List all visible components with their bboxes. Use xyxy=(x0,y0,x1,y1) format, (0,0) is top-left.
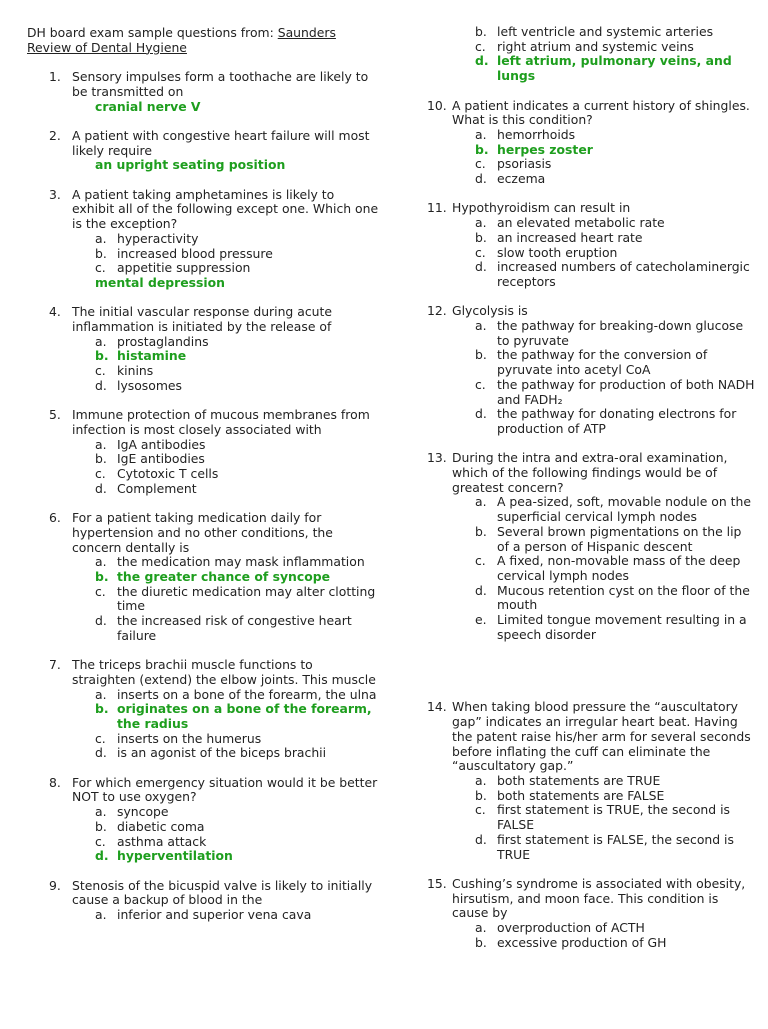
option-letter: c. xyxy=(95,583,106,599)
document-header xyxy=(27,26,379,55)
answer-text-correct: mental depression xyxy=(95,274,225,290)
option-text: Complement xyxy=(117,480,197,496)
option-letter: b. xyxy=(475,523,487,539)
question-14 xyxy=(427,700,755,862)
cutoff-line-right xyxy=(497,1014,501,1029)
option-text: the diuretic medication may alter clotting time xyxy=(117,583,376,614)
option-text: A pea-sized, soft, movable nodule on the superficial cervical lymph nodes xyxy=(497,494,751,525)
question-12 xyxy=(427,304,755,436)
option-letter: d. xyxy=(475,831,487,847)
option-letter: d. xyxy=(475,171,487,187)
option-text: asthma attack xyxy=(117,833,207,849)
option-letter: a. xyxy=(475,126,487,142)
option-letter: a. xyxy=(475,494,487,510)
answer-options xyxy=(72,688,379,762)
option-text: right atrium and systemic veins xyxy=(497,38,694,54)
option-letter: a. xyxy=(95,686,107,702)
question-11 xyxy=(427,201,755,289)
option-letter: d. xyxy=(95,848,109,864)
answer-option xyxy=(452,495,755,524)
question-number: 15. xyxy=(427,875,447,891)
question-text: Hypothyroidism can result in xyxy=(452,200,631,216)
answer-option xyxy=(452,613,755,642)
option-text: excessive production of GH xyxy=(497,934,667,950)
answer-option xyxy=(72,732,379,747)
answer-option xyxy=(452,554,755,583)
question-9 xyxy=(27,879,379,923)
question-number: 14. xyxy=(427,699,447,715)
option-text: appetitie suppression xyxy=(117,260,251,276)
answer-option xyxy=(452,25,755,40)
question-text: A patient taking amphetamines is likely to exhibit all of the following except one. Which one is the exception? xyxy=(72,186,379,232)
option-letter: b. xyxy=(95,818,107,834)
option-letter: e. xyxy=(475,612,487,628)
option-letter: d. xyxy=(475,53,489,69)
option-text: is an agonist of the biceps brachii xyxy=(117,745,327,761)
option-text: kinins xyxy=(117,363,154,379)
answer-option-correct xyxy=(452,143,755,158)
option-letter: d. xyxy=(95,745,107,761)
question-number: 2. xyxy=(49,127,61,143)
answer-option xyxy=(72,835,379,850)
answer-options xyxy=(72,908,379,923)
option-text: left atrium, pulmonary veins, and lungs xyxy=(497,53,732,84)
option-letter: b. xyxy=(475,787,487,803)
option-text: the increased risk of congestive heart failure xyxy=(117,613,352,643)
option-letter: c. xyxy=(95,730,106,746)
answer-options xyxy=(72,232,379,276)
question-number: 11. xyxy=(427,200,447,216)
answer-option-correct xyxy=(72,570,379,585)
answer-option xyxy=(72,232,379,247)
answer-option xyxy=(452,774,755,789)
answer-option xyxy=(72,364,379,379)
answer-option xyxy=(72,379,379,394)
option-text: psoriasis xyxy=(497,156,552,172)
answer-option xyxy=(72,452,379,467)
option-letter: c. xyxy=(475,553,486,569)
answer-option xyxy=(72,335,379,350)
answer-text-correct: an upright seating position xyxy=(95,157,286,173)
option-text: both statements are TRUE xyxy=(497,772,661,788)
question-number: 10. xyxy=(427,97,447,113)
question-number: 8. xyxy=(49,774,61,790)
option-text: an elevated metabolic rate xyxy=(497,215,665,231)
option-text: the pathway for production of both NADH and FADH₂ xyxy=(497,376,755,407)
answer-option xyxy=(452,246,755,261)
answer-option xyxy=(72,555,379,570)
option-letter: a. xyxy=(95,230,107,246)
question-6 xyxy=(27,511,379,643)
option-text: Limited tongue movement resulting in a speech disorder xyxy=(497,612,747,642)
option-letter: c. xyxy=(475,802,486,818)
option-text: the pathway for the conversion of pyruvate into acetyl CoA xyxy=(497,347,708,378)
option-letter: c. xyxy=(475,156,486,172)
option-letter: a. xyxy=(95,804,107,820)
header-prefix: DH board exam sample questions from: xyxy=(27,25,278,40)
question-13 xyxy=(427,451,755,642)
answer-options xyxy=(452,921,755,950)
option-text: the medication may mask inflammation xyxy=(117,554,365,570)
option-text: slow tooth eruption xyxy=(497,244,618,260)
answer-options xyxy=(72,438,379,497)
option-letter: a. xyxy=(475,318,487,334)
option-letter: b. xyxy=(475,229,487,245)
option-text: Mucous retention cyst on the floor of the mouth xyxy=(497,582,750,613)
option-letter: d. xyxy=(475,259,487,275)
option-text: both statements are FALSE xyxy=(497,787,665,803)
option-text: eczema xyxy=(497,171,546,187)
answer-option xyxy=(452,833,755,862)
answer-option-correct xyxy=(72,702,379,731)
option-letter: b. xyxy=(475,934,487,950)
option-text: first statement is FALSE, the second is TRUE xyxy=(497,831,734,862)
question-number: 13. xyxy=(427,450,447,466)
option-text: first statement is TRUE, the second is FALSE xyxy=(497,802,730,833)
question-number: 1. xyxy=(49,69,61,85)
option-text: originates on a bone of the forearm, the radius xyxy=(117,701,372,731)
answer-options xyxy=(72,555,379,643)
question-text: Sensory impulses form a toothache are likely to be transmitted on xyxy=(72,69,369,99)
option-text: diabetic coma xyxy=(117,818,205,834)
question-7 xyxy=(27,658,379,761)
answer-option xyxy=(452,584,755,613)
option-text: A fixed, non-movable mass of the deep cervical lymph nodes xyxy=(497,553,741,583)
question-number: 4. xyxy=(49,304,61,320)
answer-option xyxy=(72,585,379,614)
option-letter: c. xyxy=(475,244,486,260)
answer-text-correct: cranial nerve V xyxy=(95,98,201,114)
answer-options xyxy=(452,319,755,437)
option-letter: a. xyxy=(475,215,487,231)
answer-option xyxy=(452,789,755,804)
answer-option xyxy=(72,746,379,761)
option-text: increased blood pressure xyxy=(117,245,273,261)
header-title-a: Saunders xyxy=(277,25,336,40)
question-text: The triceps brachii muscle functions to straighten (extend) the elbow joints. This muscle xyxy=(72,657,376,687)
option-text: herpes zoster xyxy=(497,141,593,157)
option-text: the greater chance of syncope xyxy=(117,568,330,584)
option-letter: b. xyxy=(95,568,109,584)
answer-option xyxy=(452,231,755,246)
option-text: inserts on a bone of the forearm, the ulna xyxy=(117,686,377,702)
right-column xyxy=(427,25,755,965)
answer-option xyxy=(452,525,755,554)
answer-option xyxy=(72,614,379,643)
question-5 xyxy=(27,408,379,496)
option-letter: b. xyxy=(95,245,107,261)
option-text: lysosomes xyxy=(117,377,182,393)
question-1 xyxy=(27,70,379,114)
answer-options xyxy=(452,495,755,642)
question-number: 12. xyxy=(427,303,447,319)
question-text: The initial vascular response during acute inflammation is initiated by the release of xyxy=(72,304,332,334)
answer-option-correct xyxy=(72,349,379,364)
question-text: Glycolysis is xyxy=(452,303,528,319)
option-letter: c. xyxy=(475,376,486,392)
option-text: increased numbers of catecholaminergic receptors xyxy=(497,259,750,289)
option-text: hyperactivity xyxy=(117,230,199,246)
question-4 xyxy=(27,305,379,393)
question-number: 3. xyxy=(49,186,61,202)
option-letter: b. xyxy=(475,347,487,363)
answer-options xyxy=(452,216,755,290)
answer-options xyxy=(452,774,755,862)
answer-option xyxy=(72,482,379,497)
answer-option xyxy=(72,820,379,835)
answer-option xyxy=(72,261,379,276)
answer-option xyxy=(72,247,379,262)
option-letter: c. xyxy=(95,466,106,482)
option-text: inferior and superior vena cava xyxy=(117,907,312,923)
option-letter: b. xyxy=(95,701,109,717)
option-letter: b. xyxy=(95,451,107,467)
question-number: 5. xyxy=(49,407,61,423)
option-text: an increased heart rate xyxy=(497,229,643,245)
answer-option xyxy=(452,921,755,936)
option-text: the pathway for breaking-down glucose to pyruvate xyxy=(497,318,744,348)
question-text: A patient indicates a current history of shingles. What is this condition? xyxy=(452,97,750,128)
answer-option xyxy=(452,936,755,951)
option-letter: c. xyxy=(95,260,106,276)
answer-options xyxy=(72,805,379,864)
answer-option xyxy=(452,803,755,832)
answer-option xyxy=(452,216,755,231)
option-letter: d. xyxy=(95,377,107,393)
option-letter: a. xyxy=(95,907,107,923)
left-column xyxy=(27,26,379,937)
option-text: Several brown pigmentations on the lip of a person of Hispanic descent xyxy=(497,523,742,554)
question-number: 6. xyxy=(49,510,61,526)
answer-options xyxy=(452,128,755,187)
answer-option xyxy=(452,319,755,348)
question-text: A patient with congestive heart failure will most likely require xyxy=(72,127,370,158)
option-letter: d. xyxy=(475,406,487,422)
option-letter: a. xyxy=(95,554,107,570)
option-text: prostaglandins xyxy=(117,333,209,349)
option-letter: c. xyxy=(475,38,486,54)
answer-option xyxy=(452,172,755,187)
answer-option xyxy=(452,348,755,377)
question-2 xyxy=(27,129,379,173)
option-text: the pathway for donating electrons for production of ATP xyxy=(497,406,737,436)
option-letter: c. xyxy=(95,833,106,849)
question-text: Immune protection of mucous membranes from infection is most closely associated with xyxy=(72,407,370,437)
option-letter: d. xyxy=(475,582,487,598)
option-letter: b. xyxy=(475,24,487,39)
answer-option xyxy=(72,688,379,703)
option-text: left ventricle and systemic arteries xyxy=(497,24,714,39)
option-text: inserts on the humerus xyxy=(117,730,262,746)
answer-options xyxy=(72,335,379,394)
answer-option xyxy=(72,467,379,482)
question-10 xyxy=(427,99,755,187)
answer-option xyxy=(72,438,379,453)
answer-option xyxy=(72,908,379,923)
option-text: overproduction of ACTH xyxy=(497,920,645,935)
answer-option xyxy=(452,128,755,143)
answer-options xyxy=(452,25,755,84)
question-text: During the intra and extra-oral examination, which of the following findings would be of greatest concern? xyxy=(452,450,728,495)
answer-option xyxy=(452,407,755,436)
option-text: IgE antibodies xyxy=(117,451,205,467)
question-text: For a patient taking medication daily for hypertension and no other conditions, the concern dentally is xyxy=(72,510,333,555)
answer-option-correct xyxy=(72,849,379,864)
answer-option xyxy=(72,805,379,820)
cutoff-line-left xyxy=(108,1014,112,1029)
option-text: syncope xyxy=(117,804,169,820)
answer-option xyxy=(452,157,755,172)
answer-option xyxy=(452,378,755,407)
question-text: For which emergency situation would it be better NOT to use oxygen? xyxy=(72,774,378,805)
answer-option xyxy=(452,40,755,55)
question-number: 9. xyxy=(49,877,61,893)
question-3 xyxy=(27,188,379,291)
option-text: hyperventilation xyxy=(117,848,233,864)
question-text: Cushing’s syndrome is associated with obesity, hirsutism, and moon face. This condition is cause by xyxy=(452,875,746,921)
header-title-b: Review of Dental Hygiene xyxy=(27,39,187,55)
question-continued xyxy=(427,25,755,84)
option-letter: b. xyxy=(475,141,489,157)
question-text: Stenosis of the bicuspid valve is likely to initially cause a backup of blood in the xyxy=(72,877,373,908)
option-letter: c. xyxy=(95,363,106,379)
option-letter: a. xyxy=(475,772,487,788)
question-text: When taking blood pressure the “auscultatory gap” indicates an irregular heart beat. Having the patent raise his/her arm for several seconds before inflating the cuff can eliminate the “auscultatory gap.” xyxy=(452,699,751,774)
option-text: histamine xyxy=(117,348,187,364)
option-letter: b. xyxy=(95,348,109,364)
answer-option-correct xyxy=(452,54,755,83)
option-letter: d. xyxy=(95,613,107,629)
option-text: hemorrhoids xyxy=(497,126,576,142)
option-letter: a. xyxy=(95,436,107,452)
option-text: Cytotoxic T cells xyxy=(117,466,219,482)
option-text: IgA antibodies xyxy=(117,436,206,452)
question-15 xyxy=(427,877,755,951)
option-letter: a. xyxy=(95,333,107,349)
question-8 xyxy=(27,776,379,864)
option-letter: d. xyxy=(95,480,107,496)
question-number: 7. xyxy=(49,657,61,673)
answer-option xyxy=(452,260,755,289)
option-letter: a. xyxy=(475,920,487,935)
